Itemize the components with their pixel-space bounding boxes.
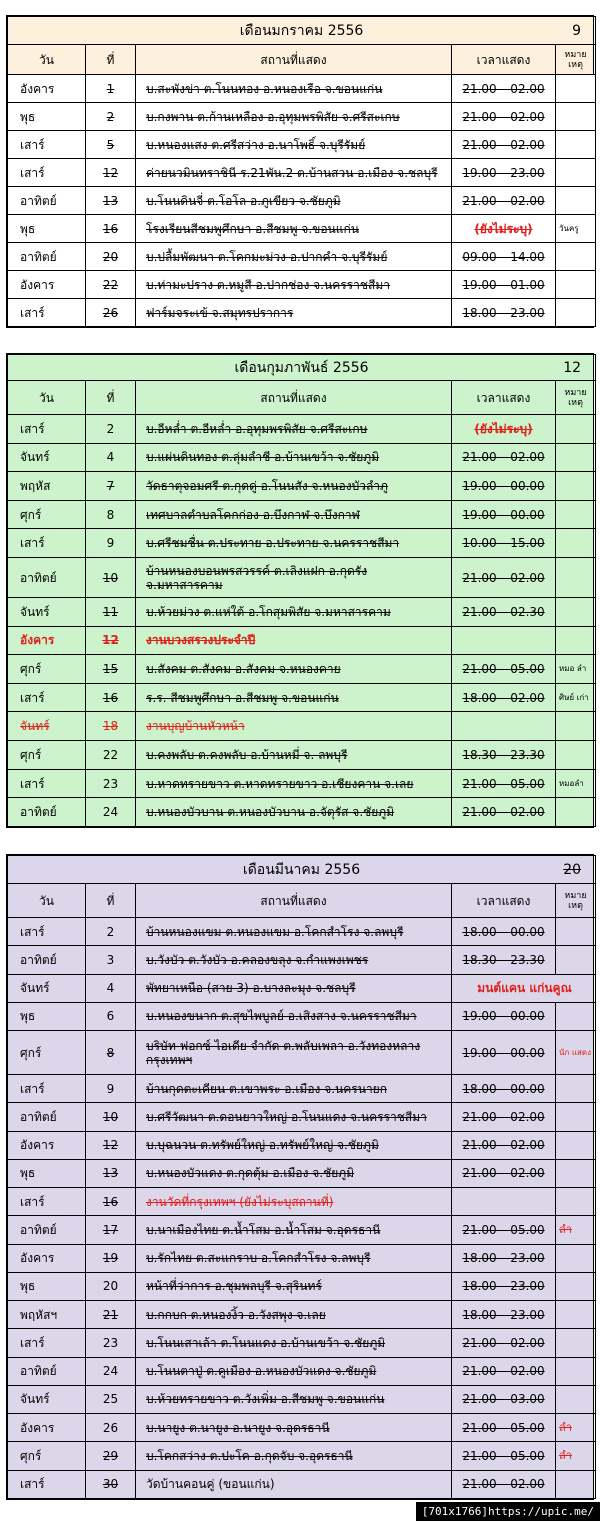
note: [556, 415, 596, 444]
venue: บ.โนนตาปู่ ต.คูเมือง อ.หนองบัวแดง จ.ชัยภูมิ: [136, 1357, 452, 1385]
no: 16: [86, 683, 136, 712]
day: อาทิตย์: [8, 187, 86, 215]
venue: บ้านหนองแขม ต.หนองแขม อ.โคกสำโรง จ.ลพบุรี: [136, 918, 452, 946]
table-row: [8, 1272, 596, 1300]
table-row: [8, 1414, 596, 1442]
header-no: ที่: [86, 884, 136, 918]
no: 10: [86, 1103, 136, 1131]
table-row: [8, 1131, 596, 1159]
time: 21.00 – 02.00: [452, 1329, 556, 1357]
day: พฤหัสฯ: [8, 1301, 86, 1329]
venue: บ.หนองบัวบาน ต.หนองบัวบาน อ.จัตุรัส จ.ชัยภูมิ: [136, 798, 452, 827]
note: [556, 1159, 596, 1187]
day: อาทิตย์: [8, 946, 86, 974]
day: ศุกร์: [8, 1442, 86, 1470]
schedule-table-january: [7, 16, 596, 327]
venue: เทศบาลตำบลโคกก่อง อ.บึงกาฬ จ.บึงกาฬ: [136, 500, 452, 529]
no: 15: [86, 655, 136, 684]
table-row: [8, 798, 596, 827]
note: [556, 1385, 596, 1413]
day: ศุกร์: [8, 500, 86, 529]
table-row: [8, 243, 596, 271]
table-row: [8, 1103, 596, 1131]
day: อาทิตย์: [8, 558, 86, 598]
table-row: [8, 974, 596, 1002]
table-row: [8, 472, 596, 501]
venue: บริษัท ฟอกซ์ ไอเดีย จำกัด ต.พลับเพลา อ.วังทองหลาง กรุงเทพฯ: [136, 1031, 452, 1075]
time: มนต์แคน แก่นคูณ: [452, 974, 596, 1002]
no: 20: [86, 243, 136, 271]
day: จันทร์: [8, 712, 86, 741]
time: 21.00 – 05.00: [452, 769, 556, 798]
note: [556, 131, 596, 159]
time: 21.00 – 05.00: [452, 1442, 556, 1470]
day: อังคาร: [8, 1244, 86, 1272]
no: 3: [86, 946, 136, 974]
header-day: วัน: [8, 884, 86, 918]
header-row: [8, 381, 596, 415]
month-title: เดือนกุมภาพันธ์ 2556: [234, 359, 369, 376]
day: เสาร์: [8, 131, 86, 159]
note: [556, 1357, 596, 1385]
table-row: [8, 159, 596, 187]
table-row: [8, 299, 596, 327]
day: จันทร์: [8, 598, 86, 627]
time: 21.00 – 02.00: [452, 131, 556, 159]
note: [556, 299, 596, 327]
note: [556, 1244, 596, 1272]
day: จันทร์: [8, 974, 86, 1002]
note: [556, 271, 596, 299]
header-time: เวลาแสดง: [452, 381, 556, 415]
day: พุธ: [8, 103, 86, 131]
time: 19.00 – 23.00: [452, 159, 556, 187]
day: เสาร์: [8, 683, 86, 712]
time: 21.00 – 02.00: [452, 1131, 556, 1159]
table-row: [8, 1470, 596, 1499]
venue: พัทยาเหนือ (สาย 3) อ.บางละมุง จ.ชลบุรี: [136, 974, 452, 1002]
no: 9: [86, 1075, 136, 1103]
header-time: เวลาแสดง: [452, 884, 556, 918]
no: 4: [86, 974, 136, 1002]
day: อังคาร: [8, 1131, 86, 1159]
table-row: [8, 769, 596, 798]
table-row: [8, 75, 596, 103]
table-row: [8, 187, 596, 215]
time: 18.00 – 02.00: [452, 683, 556, 712]
note: [556, 918, 596, 946]
venue: บ.หนองขนาก ต.สุขไพบูลย์ อ.เสิงสาง จ.นครราชสีมา: [136, 1002, 452, 1030]
note: [556, 626, 596, 655]
day: พุธ: [8, 215, 86, 243]
day: อาทิตย์: [8, 1216, 86, 1244]
time: 21.00 – 05.00: [452, 1414, 556, 1442]
table-row: [8, 1329, 596, 1357]
day: อังคาร: [8, 271, 86, 299]
no: 26: [86, 299, 136, 327]
no: 16: [86, 1188, 136, 1216]
no: 11: [86, 598, 136, 627]
month-january: [6, 15, 594, 328]
note: [556, 75, 596, 103]
no: 24: [86, 798, 136, 827]
venue: บ.นาเมืองไทย ต.น้ำโสม อ.น้ำโสม จ.อุดรธานี: [136, 1216, 452, 1244]
note: [556, 443, 596, 472]
no: 1: [86, 75, 136, 103]
time: 21.00 – 05.00: [452, 1216, 556, 1244]
no: 13: [86, 1159, 136, 1187]
day: อังคาร: [8, 1414, 86, 1442]
time: 18.00 – 23.00: [452, 1244, 556, 1272]
no: 12: [86, 1131, 136, 1159]
no: 2: [86, 415, 136, 444]
note: ลำ: [556, 1216, 596, 1244]
no: 20: [86, 1272, 136, 1300]
table-row: [8, 1442, 596, 1470]
venue: บ.ห้วยม่วง ต.แห่ใต้ อ.โกสุมพิสัย จ.มหาสารคาม: [136, 598, 452, 627]
note: [556, 946, 596, 974]
table-row: [8, 415, 596, 444]
note: [556, 1002, 596, 1030]
time: 19.00 – 00.00: [452, 1031, 556, 1075]
schedule-table-march: [7, 855, 596, 1499]
note: [556, 1188, 596, 1216]
note: [556, 159, 596, 187]
header-venue: สถานที่แสดง: [136, 45, 452, 75]
day: ศุกร์: [8, 655, 86, 684]
table-row: [8, 918, 596, 946]
venue: บ.นายูง ต.นายูง อ.นายูง จ.อุดรธานี: [136, 1414, 452, 1442]
venue: บ.ศรีชมชื่น ต.ประทาย อ.ประทาย จ.นครราชสีมา: [136, 529, 452, 558]
table-row: [8, 500, 596, 529]
no: 22: [86, 741, 136, 770]
header-note: หมาย เหตุ: [556, 884, 596, 918]
time: 18.00 – 23.00: [452, 1301, 556, 1329]
venue: บ.ปลื้มพัฒนา ต.โคกมะม่วง อ.ปากคำ จ.บุรีรัมย์: [136, 243, 452, 271]
time: 21.00 – 02.00: [452, 75, 556, 103]
no: 5: [86, 131, 136, 159]
note: วันครู: [556, 215, 596, 243]
month-title-row: [8, 355, 596, 381]
table-row: [8, 683, 596, 712]
month-title: เดือนมีนาคม 2556: [242, 861, 361, 878]
day: เสาร์: [8, 1329, 86, 1357]
note: [556, 472, 596, 501]
table-row: [8, 271, 596, 299]
venue: บ.ท่ามะปราง ต.หมูสี อ.ปากช่อง จ.นครราชสีมา: [136, 271, 452, 299]
day: เสาร์: [8, 529, 86, 558]
day: จันทร์: [8, 443, 86, 472]
venue: วัดธาตุจอมศรี ต.กุดดู่ อ.โนนสัง จ.หนองบัวลำภู: [136, 472, 452, 501]
venue: งานบวงสรวงประจำปี: [136, 626, 452, 655]
no: 2: [86, 103, 136, 131]
no: 22: [86, 271, 136, 299]
venue: บ.รักไทย ต.สะแกราบ อ.โคกสำโรง จ.ลพบุรี: [136, 1244, 452, 1272]
note: [556, 1272, 596, 1300]
note: [556, 798, 596, 827]
show-count: 20: [563, 861, 582, 878]
note: [556, 1329, 596, 1357]
header-venue: สถานที่แสดง: [136, 381, 452, 415]
no: 6: [86, 1002, 136, 1030]
time: (ยังไม่ระบุ): [452, 415, 556, 444]
note: [556, 1075, 596, 1103]
note: ลำ: [556, 1414, 596, 1442]
table-row: [8, 1002, 596, 1030]
time: 19.00 – 00.00: [452, 1002, 556, 1030]
table-row: [8, 655, 596, 684]
month-march: [6, 854, 594, 1500]
time: [452, 626, 556, 655]
day: อาทิตย์: [8, 1103, 86, 1131]
no: 8: [86, 500, 136, 529]
venue: บ.อีหล่ำ ต.อีหล่ำ อ.อุทุมพรพิสัย จ.ศรีสะเกษ: [136, 415, 452, 444]
time: 18.30 – 23.30: [452, 946, 556, 974]
no: 7: [86, 472, 136, 501]
time: 21.00 – 02.00: [452, 558, 556, 598]
note: หมอ ลำ: [556, 655, 596, 684]
no: 12: [86, 626, 136, 655]
venue: บ.บุฉนวน ต.ทรัพย์ใหญ่ อ.ทรัพย์ใหญ่ จ.ชัยภูมิ: [136, 1131, 452, 1159]
no: 29: [86, 1442, 136, 1470]
note: [556, 558, 596, 598]
table-row: [8, 131, 596, 159]
note: [556, 598, 596, 627]
note: [556, 500, 596, 529]
time: 21.00 – 02.00: [452, 1159, 556, 1187]
header-time: เวลาแสดง: [452, 45, 556, 75]
venue: บ.ศรีวัฒนา ต.ดอนยาวใหญ่ อ.โนนแดง จ.นครราชสีมา: [136, 1103, 452, 1131]
day: เสาร์: [8, 1470, 86, 1499]
no: 16: [86, 215, 136, 243]
venue: บ.ห้วยทรายขาว ต.วังเพิ่ม อ.สีชมพู จ.ขอนแก่น: [136, 1385, 452, 1413]
header-no: ที่: [86, 45, 136, 75]
table-row: [8, 215, 596, 243]
time: 21.00 – 02.30: [452, 598, 556, 627]
table-row: [8, 1244, 596, 1272]
time: 18.00 – 00.00: [452, 1075, 556, 1103]
table-row: [8, 1357, 596, 1385]
time: 21.00 – 02.00: [452, 443, 556, 472]
day: อาทิตย์: [8, 1357, 86, 1385]
day: พุธ: [8, 1272, 86, 1300]
schedule-table-february: [7, 354, 596, 827]
table-row: [8, 1075, 596, 1103]
no: 21: [86, 1301, 136, 1329]
header-no: ที่: [86, 381, 136, 415]
venue: ค่ายนวมินทราชินี ร.21พัน.2 ต.บ้านสวน อ.เมือง จ.ชลบุรี: [136, 159, 452, 187]
time: 19.00 – 00.00: [452, 500, 556, 529]
table-row: [8, 1188, 596, 1216]
note: [556, 741, 596, 770]
day: อาทิตย์: [8, 243, 86, 271]
note: นัก แสดง: [556, 1031, 596, 1075]
time: 18.30 – 23.30: [452, 741, 556, 770]
table-row: [8, 443, 596, 472]
time: 21.00 – 03.00: [452, 1385, 556, 1413]
day: พฤหัส: [8, 472, 86, 501]
venue: หน้าที่ว่าการ อ.ชุมพลบุรี จ.สุรินทร์: [136, 1272, 452, 1300]
no: 23: [86, 1329, 136, 1357]
table-row: [8, 946, 596, 974]
table-row: [8, 1301, 596, 1329]
venue: งานบุญบ้านหัวหน้า: [136, 712, 452, 741]
day: ศุกร์: [8, 1031, 86, 1075]
show-count: 9: [572, 22, 582, 39]
day: อังคาร: [8, 626, 86, 655]
header-day: วัน: [8, 45, 86, 75]
time: 18.00 – 00.00: [452, 918, 556, 946]
note: [556, 529, 596, 558]
note: [556, 243, 596, 271]
time: 21.00 – 02.00: [452, 187, 556, 215]
day: พุธ: [8, 1159, 86, 1187]
venue: บ.กกบก ต.หนองงิ้ว อ.วังสพุง จ.เลย: [136, 1301, 452, 1329]
table-row: [8, 741, 596, 770]
day: เสาร์: [8, 918, 86, 946]
note: [556, 187, 596, 215]
venue: วัดบ้านคอนคู่ (ขอนแก่น): [136, 1470, 452, 1499]
venue: ร.ร. สีชมพูศึกษา อ.สีชมพู จ.ขอนแก่น: [136, 683, 452, 712]
table-row: [8, 598, 596, 627]
time: 10.00 – 15.00: [452, 529, 556, 558]
note: [556, 1301, 596, 1329]
no: 12: [86, 159, 136, 187]
month-title: เดือนมกราคม 2556: [239, 22, 364, 39]
time: 19.00 – 00.00: [452, 472, 556, 501]
day: พุธ: [8, 1002, 86, 1030]
table-row-highlight: [8, 626, 596, 655]
time: 09.00 – 14.00: [452, 243, 556, 271]
note: ลำ: [556, 1442, 596, 1470]
day: ศุกร์: [8, 741, 86, 770]
month-title-row: [8, 856, 596, 884]
no: 23: [86, 769, 136, 798]
note: [556, 712, 596, 741]
day: จันทร์: [8, 1385, 86, 1413]
no: 4: [86, 443, 136, 472]
venue: บ้านหนองบอนพรสวรรค์ ต.เลิงแฝก อ.กุดรัง จ.มหาสารคาม: [136, 558, 452, 598]
table-row: [8, 103, 596, 131]
venue: บ.คงพลับ ต.คงพลับ อ.บ้านหมี่ จ. ลพบุรี: [136, 741, 452, 770]
no: 26: [86, 1414, 136, 1442]
time: (ยังไม่ระบุ): [452, 215, 556, 243]
note: [556, 1103, 596, 1131]
table-row: [8, 1385, 596, 1413]
time: 21.00 – 02.00: [452, 1103, 556, 1131]
day: เสาร์: [8, 159, 86, 187]
day: อาทิตย์: [8, 798, 86, 827]
venue: งานวัดที่กรุงเทพฯ (ยังไม่ระบุสถานที่): [136, 1188, 452, 1216]
day: เสาร์: [8, 1075, 86, 1103]
venue: โรงเรียนสีชมพูศึกษา อ.สีชมพู จ.ขอนแก่น: [136, 215, 452, 243]
no: 2: [86, 918, 136, 946]
header-row: [8, 884, 596, 918]
image-host-caption: [701x1766]https://upic.me/: [416, 1502, 600, 1521]
day: เสาร์: [8, 299, 86, 327]
header-note: หมาย เหตุ: [556, 45, 596, 75]
day: เสาร์: [8, 415, 86, 444]
day: เสาร์: [8, 769, 86, 798]
venue: บ.กงพาน ต.ก้านเหลือง อ.อุทุมพรพิสัย จ.ศรีสะเกษ: [136, 103, 452, 131]
no: 19: [86, 1244, 136, 1272]
no: 9: [86, 529, 136, 558]
table-row-highlight: [8, 712, 596, 741]
note: [556, 1470, 596, 1499]
day: อังคาร: [8, 75, 86, 103]
venue: บ.โนนเสาเล้า ต.โนนแดง อ.บ้านเขว้า จ.ชัยภูมิ: [136, 1329, 452, 1357]
venue: บ.วังบัว ต.วังบัว อ.คลองขลุง จ.กำแพงเพชร: [136, 946, 452, 974]
note: [556, 1131, 596, 1159]
time: 21.00 – 05.00: [452, 655, 556, 684]
table-row: [8, 1159, 596, 1187]
venue: บ.หนองแสง ต.ศรีสว่าง อ.นาโพธิ์ จ.บุรีรัมย์: [136, 131, 452, 159]
show-count: 12: [563, 359, 582, 376]
table-row: [8, 1031, 596, 1075]
time: [452, 712, 556, 741]
header-venue: สถานที่แสดง: [136, 884, 452, 918]
month-february: [6, 353, 594, 828]
note: หมอลำ: [556, 769, 596, 798]
time: 18.00 – 23.00: [452, 299, 556, 327]
venue: บ.หาดทรายขาว ต.หาดทรายขาว อ.เชียงคาน จ.เลย: [136, 769, 452, 798]
time: 18.00 – 23.00: [452, 1272, 556, 1300]
venue: บ้านกุดตะเคียน ต.เขาพระ อ.เมือง จ.นครนายก: [136, 1075, 452, 1103]
table-row: [8, 529, 596, 558]
venue: บ.แผ่นดินทอง ต.ลุ่มลำชี อ.บ้านเขว้า จ.ชัยภูมิ: [136, 443, 452, 472]
table-row: [8, 1216, 596, 1244]
table-row: [8, 558, 596, 598]
venue: บ.โคกสว่าง ต.ปะโค อ.กุดจับ จ.อุดรธานี: [136, 1442, 452, 1470]
day: เสาร์: [8, 1188, 86, 1216]
header-note: หมาย เหตุ: [556, 381, 596, 415]
time: 19.00 – 01.00: [452, 271, 556, 299]
venue: บ.สังคม ต.สังคม อ.สังคม จ.หนองคาย: [136, 655, 452, 684]
no: 8: [86, 1031, 136, 1075]
time: 21.00 – 02.00: [452, 1470, 556, 1499]
no: 10: [86, 558, 136, 598]
note: [556, 103, 596, 131]
venue: บ.สะพังข่า ต.โนนทอง อ.หนองเรือ จ.ขอนแก่น: [136, 75, 452, 103]
no: 24: [86, 1357, 136, 1385]
venue: บ.โนนดินจี่ ต.โอโล อ.ภูเขียว จ.ชัยภูมิ: [136, 187, 452, 215]
no: 18: [86, 712, 136, 741]
time: [452, 1188, 556, 1216]
note: ศิษย์ เก่า: [556, 683, 596, 712]
no: 17: [86, 1216, 136, 1244]
time: 21.00 – 02.00: [452, 1357, 556, 1385]
venue: บ.หนองบัวแดง ต.กุดตุ้ม อ.เมือง จ.ชัยภูมิ: [136, 1159, 452, 1187]
header-day: วัน: [8, 381, 86, 415]
venue: ฟาร์มจระเข้ จ.สมุทรปราการ: [136, 299, 452, 327]
no: 25: [86, 1385, 136, 1413]
time: 21.00 – 02.00: [452, 103, 556, 131]
header-row: [8, 45, 596, 75]
time: 21.00 – 02.00: [452, 798, 556, 827]
no: 13: [86, 187, 136, 215]
no: 30: [86, 1470, 136, 1499]
month-title-row: [8, 17, 596, 45]
